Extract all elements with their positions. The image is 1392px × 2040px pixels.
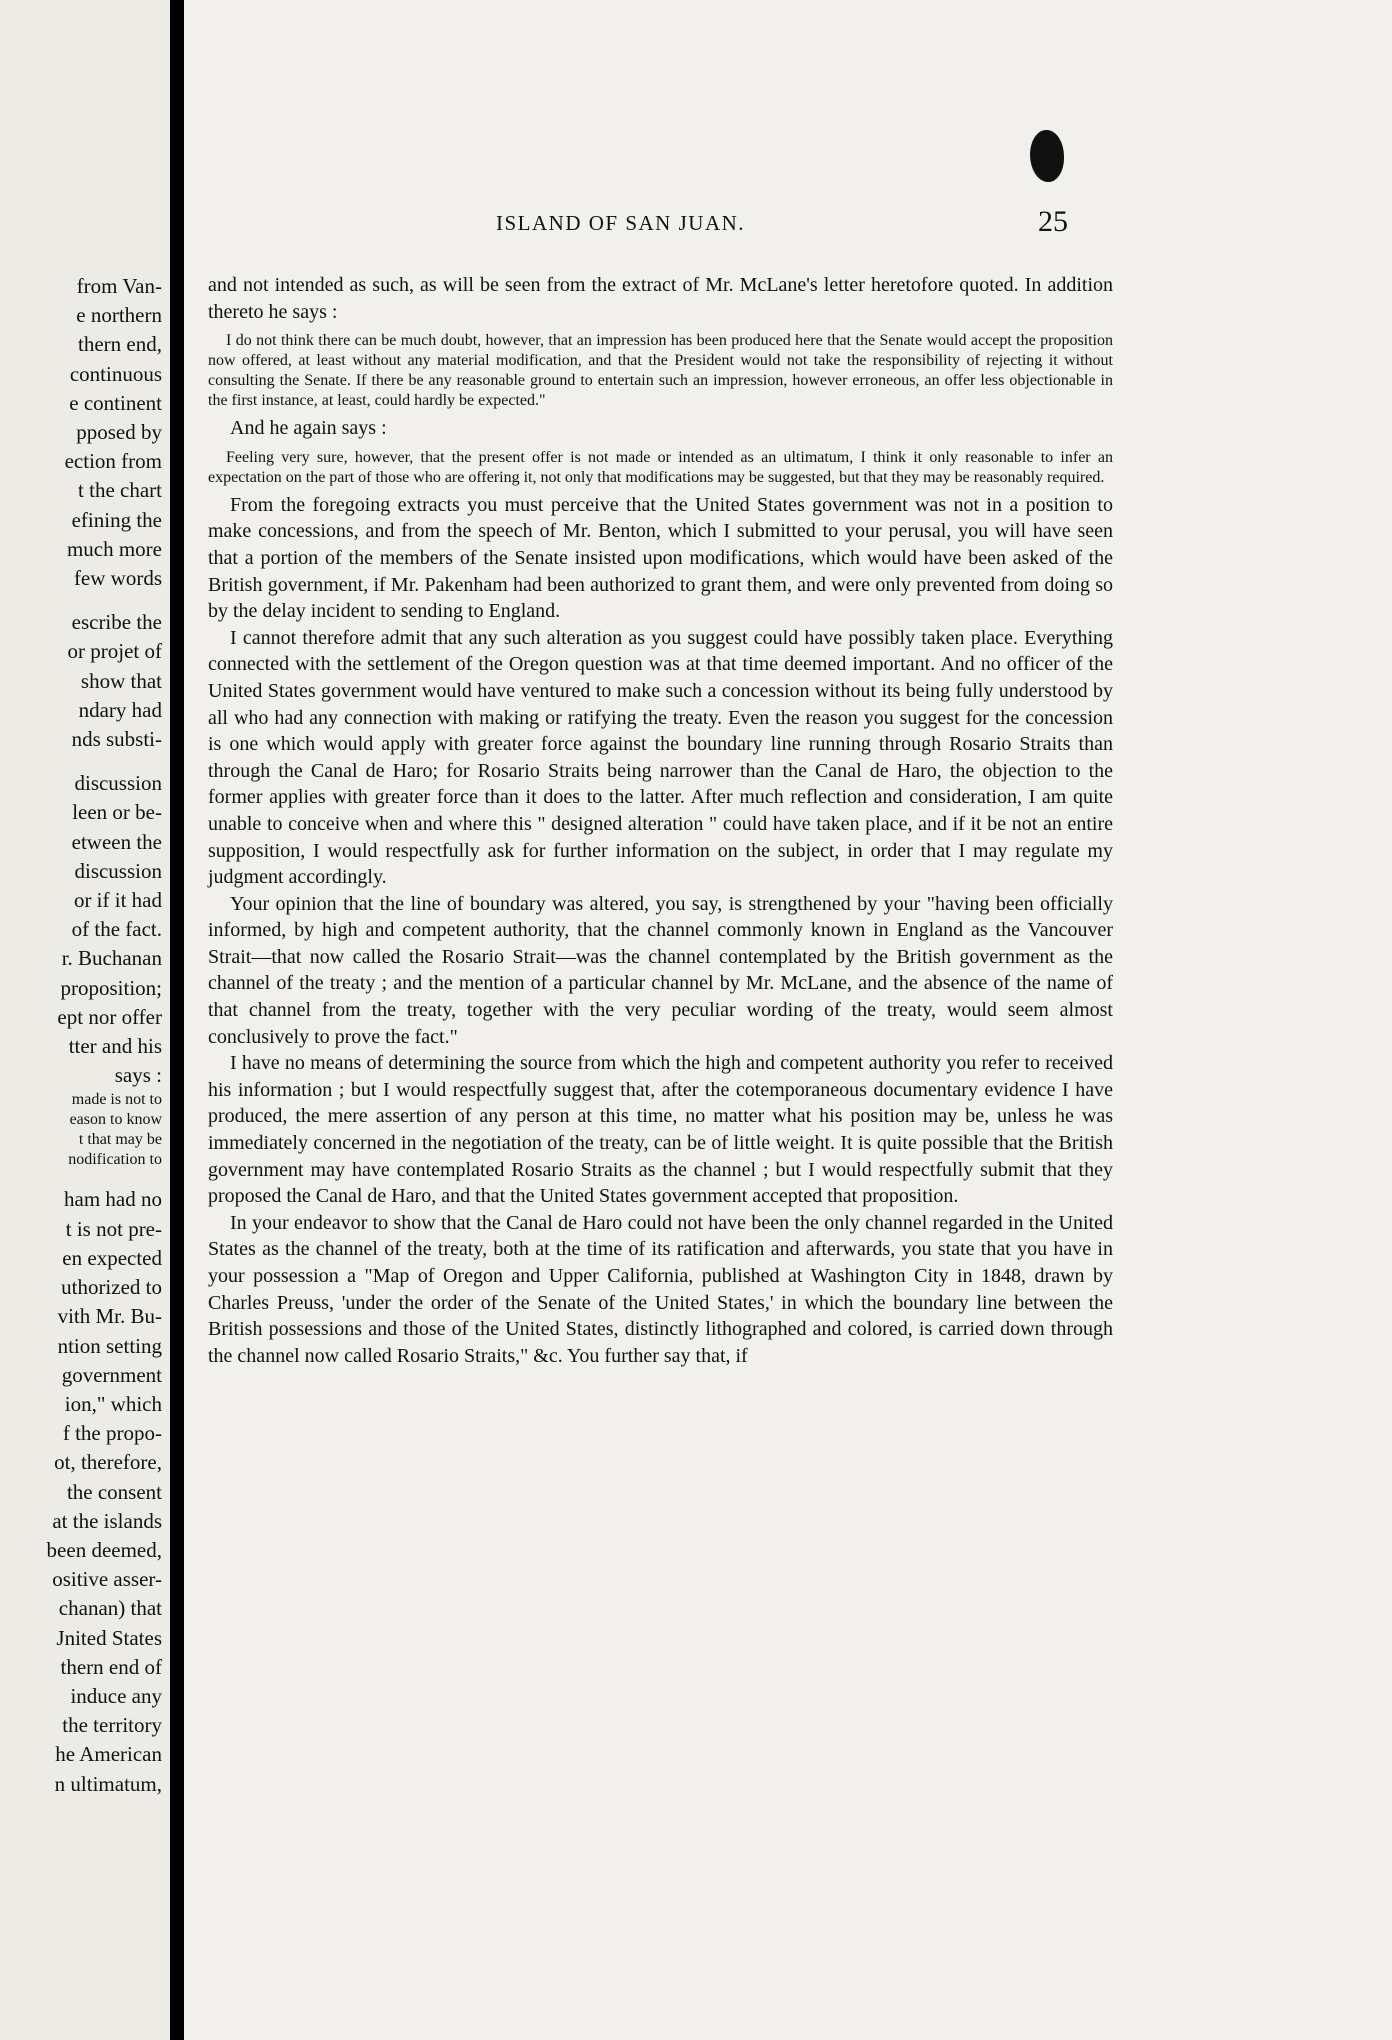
left-line-small: nodification to bbox=[68, 1151, 162, 1169]
left-line: nds substi- bbox=[71, 727, 162, 752]
left-line: much more bbox=[66, 536, 162, 561]
left-line: Jnited States bbox=[56, 1625, 162, 1650]
document-page bbox=[184, 0, 1392, 2040]
adjacent-page-text bbox=[0, 272, 162, 1799]
left-line: etween the bbox=[71, 829, 162, 854]
left-line: efining the bbox=[71, 507, 162, 532]
left-line-small: made is not to bbox=[71, 1091, 162, 1109]
left-line: ham had no bbox=[64, 1187, 162, 1212]
left-line: few words bbox=[73, 566, 162, 591]
left-line: from Van- bbox=[76, 274, 162, 298]
ink-blot bbox=[1030, 130, 1064, 182]
left-gap bbox=[0, 754, 162, 769]
left-line: ion," which bbox=[64, 1391, 162, 1416]
paragraph: And he again says : bbox=[230, 417, 387, 440]
left-line: thern end of bbox=[60, 1654, 162, 1679]
left-line: vith Mr. Bu- bbox=[57, 1304, 162, 1329]
left-line: thern end, bbox=[78, 332, 162, 357]
left-line: r. Buchanan bbox=[61, 946, 162, 971]
left-line-small: t that may be bbox=[78, 1131, 162, 1149]
page-gutter bbox=[170, 0, 184, 2040]
left-gap bbox=[0, 1170, 162, 1185]
left-line: show that bbox=[80, 668, 162, 693]
left-line: discussion bbox=[74, 858, 162, 883]
paragraph: and not intended as such, as will be seen from the extract of Mr. McLane's letter heretofore quoted. In addition thereto he says : bbox=[208, 274, 1113, 323]
left-line: continuous bbox=[69, 361, 162, 386]
left-line: the territory bbox=[62, 1713, 162, 1738]
left-gap bbox=[0, 593, 162, 608]
block-quote: Feeling very sure, however, that the present offer is not made or intended as an ultimatum, I think it only reasonable to infer an expectation on the part of those who are offering it, not only that modifications may be suggested, but that they may be reasonably required. bbox=[208, 448, 1113, 486]
left-line: government bbox=[61, 1362, 162, 1387]
left-line: chanan) that bbox=[58, 1596, 162, 1621]
left-line: n ultimatum, bbox=[54, 1771, 162, 1796]
page-header bbox=[184, 205, 1392, 245]
left-line: escribe the bbox=[71, 610, 162, 635]
left-line: proposition; bbox=[60, 975, 162, 1000]
left-line: en expected bbox=[62, 1245, 162, 1270]
left-line: been deemed, bbox=[46, 1537, 162, 1562]
left-line: t the chart bbox=[78, 478, 162, 503]
paragraph: In your endeavor to show that the Canal de Haro could not have been the only channel regarded in the United States as the channel of the treaty, both at the time of its ratification and afterwards, you state that you have in your possession a "Map of Oregon and Upper California, published at Washington City in 1848, drawn by Charles Preuss, 'under the order of the Senate of the United States,' in which the boundary line between the British possessions and those of the United States, distinctly lithographed and colored, is carried down through the channel now called Rosario Straits," &c. You further say that, if bbox=[208, 1211, 1113, 1367]
left-line: leen or be- bbox=[72, 800, 162, 825]
paragraph: I have no means of determining the source from which the high and competent authority you refer to received his information ; but I would respectfully suggest that, after the cotemporaneous documentary evidence I have produced, the mere assertion of any person at this time, no matter what his position may be, unless he was immediately concerned in the negotiation of the treaty, can be of little weight. It is quite possible that the British government may have contemplated Rosario Straits as the channel ; but I would respectfully submit that they proposed the Canal de Haro, and that the United States government accepted that proposition. bbox=[208, 1052, 1113, 1208]
paragraph: Your opinion that the line of boundary was altered, you say, is strengthened by your "having been officially informed, by high and competent authority, that the channel commonly known in England as the Vancouver Strait—that now called the Rosario Strait—was the channel contemplated by the British government as the channel of the treaty ; and the mention of a particular channel by Mr. McLane, and the absence of the name of that channel from the treaty, together with the very peculiar wording of the treaty, would seem almost conclusively to prove the fact." bbox=[208, 892, 1113, 1048]
left-line: he American bbox=[55, 1742, 162, 1767]
left-line: e northern bbox=[76, 303, 162, 328]
left-line-small: eason to know bbox=[69, 1111, 162, 1129]
left-line: says : bbox=[114, 1063, 162, 1088]
paragraph: I cannot therefore admit that any such alteration as you suggest could have possibly taken place. Everything connected with the settlement of the Oregon question was at that time deemed important. And no officer of the United States government would have ventured to make such a concession without its being fully understood by all who had any connection with making or ratifying the treaty. Even the reason you suggest for the concession is one which would apply with greater force against the boundary line running through Rosario Straits than through the Canal de Haro; for Rosario Straits being narrower than the Canal de Haro, the objection to the former applies with greater force than it does to the latter. After much reflection and consideration, I am quite unable to conceive when and where this " designed alteration " could have taken place, and if it be not an entire supposition, I would respectfully ask for further information on the subject, in order that I may regulate my judgment accordingly. bbox=[208, 626, 1113, 889]
left-line: ept nor offer bbox=[57, 1004, 162, 1029]
left-line: at the islands bbox=[52, 1508, 162, 1533]
left-line: the consent bbox=[66, 1479, 162, 1504]
left-line: ndary had bbox=[78, 697, 162, 722]
left-line: t is not pre- bbox=[65, 1216, 162, 1241]
page-number: 25 bbox=[1038, 205, 1068, 238]
adjacent-left-page bbox=[0, 0, 170, 2040]
left-line: ntion setting bbox=[57, 1333, 162, 1358]
left-line: discussion bbox=[74, 771, 162, 796]
left-line: e continent bbox=[69, 390, 162, 415]
left-line: of the fact. bbox=[71, 917, 162, 942]
paragraph: From the foregoing extracts you must perceive that the United States government was not in a position to make concessions, and from the speech of Mr. Benton, which I submitted to your perusal, you will have seen that a portion of the members of the Senate insisted upon modifications, which would have been asked of the British government, if Mr. Pakenham had been authorized to grant them, and were only prevented from doing so by the delay incident to sending to England. bbox=[208, 493, 1113, 623]
left-line: ot, therefore, bbox=[54, 1450, 162, 1475]
left-line: pposed by bbox=[76, 420, 162, 445]
running-head: ISLAND OF SAN JUAN. bbox=[496, 211, 746, 235]
block-quote: I do not think there can be much doubt, however, that an impression has been produced here that the Senate would accept the proposition now offered, at least without any material modification, and that the President would not take the responsibility of rejecting it without consulting the Senate. If there be any reasonable ground to entertain such an impression, however erroneous, an offer less objectionable in the first instance, at least, could hardly be expected." bbox=[208, 332, 1113, 410]
left-line: induce any bbox=[70, 1683, 162, 1708]
left-line: ection from bbox=[64, 449, 162, 474]
left-line: f the propo- bbox=[62, 1421, 162, 1446]
body-text bbox=[208, 272, 1113, 1369]
left-line: uthorized to bbox=[61, 1275, 162, 1300]
left-line: ositive asser- bbox=[52, 1567, 162, 1592]
left-line: or projet of bbox=[67, 639, 162, 664]
left-line: tter and his bbox=[68, 1034, 162, 1059]
left-line: or if it had bbox=[73, 888, 162, 913]
